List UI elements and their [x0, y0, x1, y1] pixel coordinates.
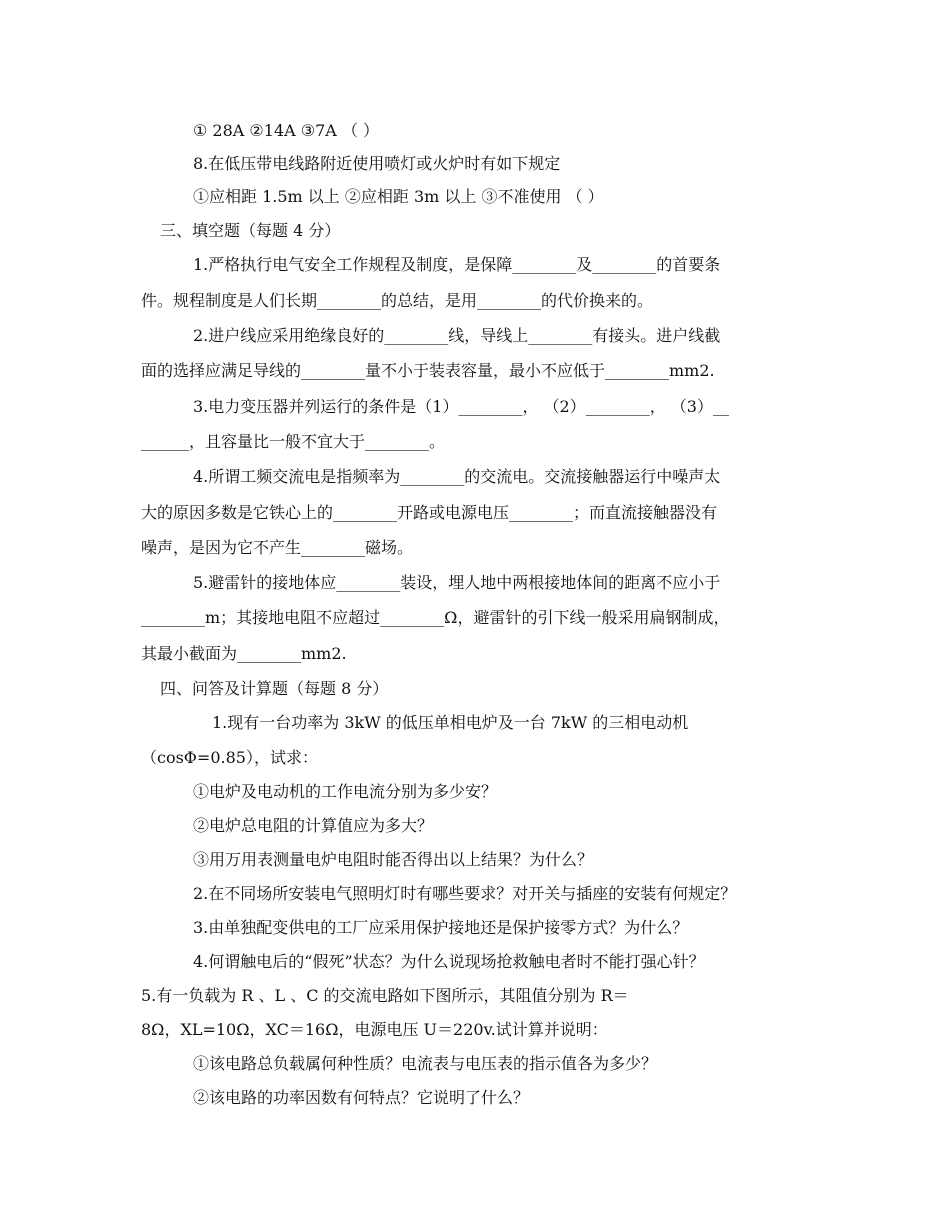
fill-q5-line1: 5.避雷针的接地体应________装设，埋人地中两根接地体间的距离不应小于: [193, 573, 721, 592]
qa-q2: 2.在不同场所安装电气照明灯时有哪些要求？对开关与插座的安装有何规定？: [193, 884, 737, 903]
fill-q5-line3: 其最小截面为________mm2.: [141, 644, 347, 663]
qa-q1-sub2: ②电炉总电阻的计算值应为多大？: [193, 816, 434, 835]
fill-q5-line2: ________m；其接地电阻不应超过________Ω，避雷针的引下线一般采用扁钢制成，: [141, 608, 730, 627]
fill-q1-line1: 1.严格执行电气安全工作规程及制度，是保障________及________的首要条: [193, 255, 721, 274]
qa-q1-sub3: ③用万用表测量电炉电阻时能否得出以上结果？为什么？: [193, 850, 594, 869]
fill-q2-line2: 面的选择应满足导线的________量不小于装表容量，最小不应低于________mm2.: [141, 361, 715, 380]
fill-q1-line2: 件。规程制度是人们长期________的总结，是用________的代价换来的。: [141, 291, 654, 310]
qa-q1-sub1: ①电炉及电动机的工作电流分别为多少安？: [193, 782, 498, 801]
qa-q5-sub1: ①该电路总负载属何种性质？电流表与电压表的指示值各为多少？: [193, 1054, 658, 1073]
fill-q4-line3: 噪声，是因为它不产生________磁场。: [141, 538, 414, 557]
qa-q5-line2: 8Ω，XL=10Ω，XC＝16Ω，电源电压 U＝220v.试计算并说明：: [141, 1020, 608, 1039]
q8-question: 8.在低压带电线路附近使用喷灯或火炉时有如下规定: [193, 154, 561, 173]
qa-q4: 4.何谓触电后的“假死”状态？为什么说现场抢救触电者时不能打强心针？: [193, 952, 705, 971]
fill-q4-line2: 大的原因多数是它铁心上的________开路或电源电压________；而直流接触器没有: [141, 503, 718, 522]
section3-heading: 三、填空题（每题 4 分）: [160, 221, 341, 240]
fill-q3-line1: 3.电力变压器并列运行的条件是（1）________， （2）________， （3）__: [193, 397, 729, 416]
fill-q2-line1: 2.进户线应采用绝缘良好的________线，导线上________有接头。进户线截: [193, 326, 721, 345]
qa-q5-sub2: ②该电路的功率因数有何特点？它说明了什么？: [193, 1088, 530, 1107]
q7-options: ① 28A ②14A ③7A （ ）: [193, 121, 380, 140]
section4-heading: 四、问答及计算题（每题 8 分）: [160, 679, 389, 698]
fill-q3-line2: ______，且容量比一般不宜大于________。: [141, 432, 446, 451]
qa-q1-line1: 1.现有一台功率为 3kW 的低压单相电炉及一台 7kW 的三相电动机: [212, 713, 689, 732]
qa-q5-line1: 5.有一负载为 R 、L 、C 的交流电路如下图所示，其阻值分别为 R＝: [141, 986, 629, 1005]
qa-q3: 3.由单独配变供电的工厂应采用保护接地还是保护接零方式？为什么？: [193, 918, 689, 937]
qa-q1-line2: （cosΦ=0.85），试求：: [141, 748, 318, 767]
fill-q4-line1: 4.所谓工频交流电是指频率为________的交流电。交流接触器运行中噪声太: [193, 467, 721, 486]
q8-options: ①应相距 1.5m 以上 ②应相距 3m 以上 ③不准使用 （ ）: [193, 187, 604, 206]
